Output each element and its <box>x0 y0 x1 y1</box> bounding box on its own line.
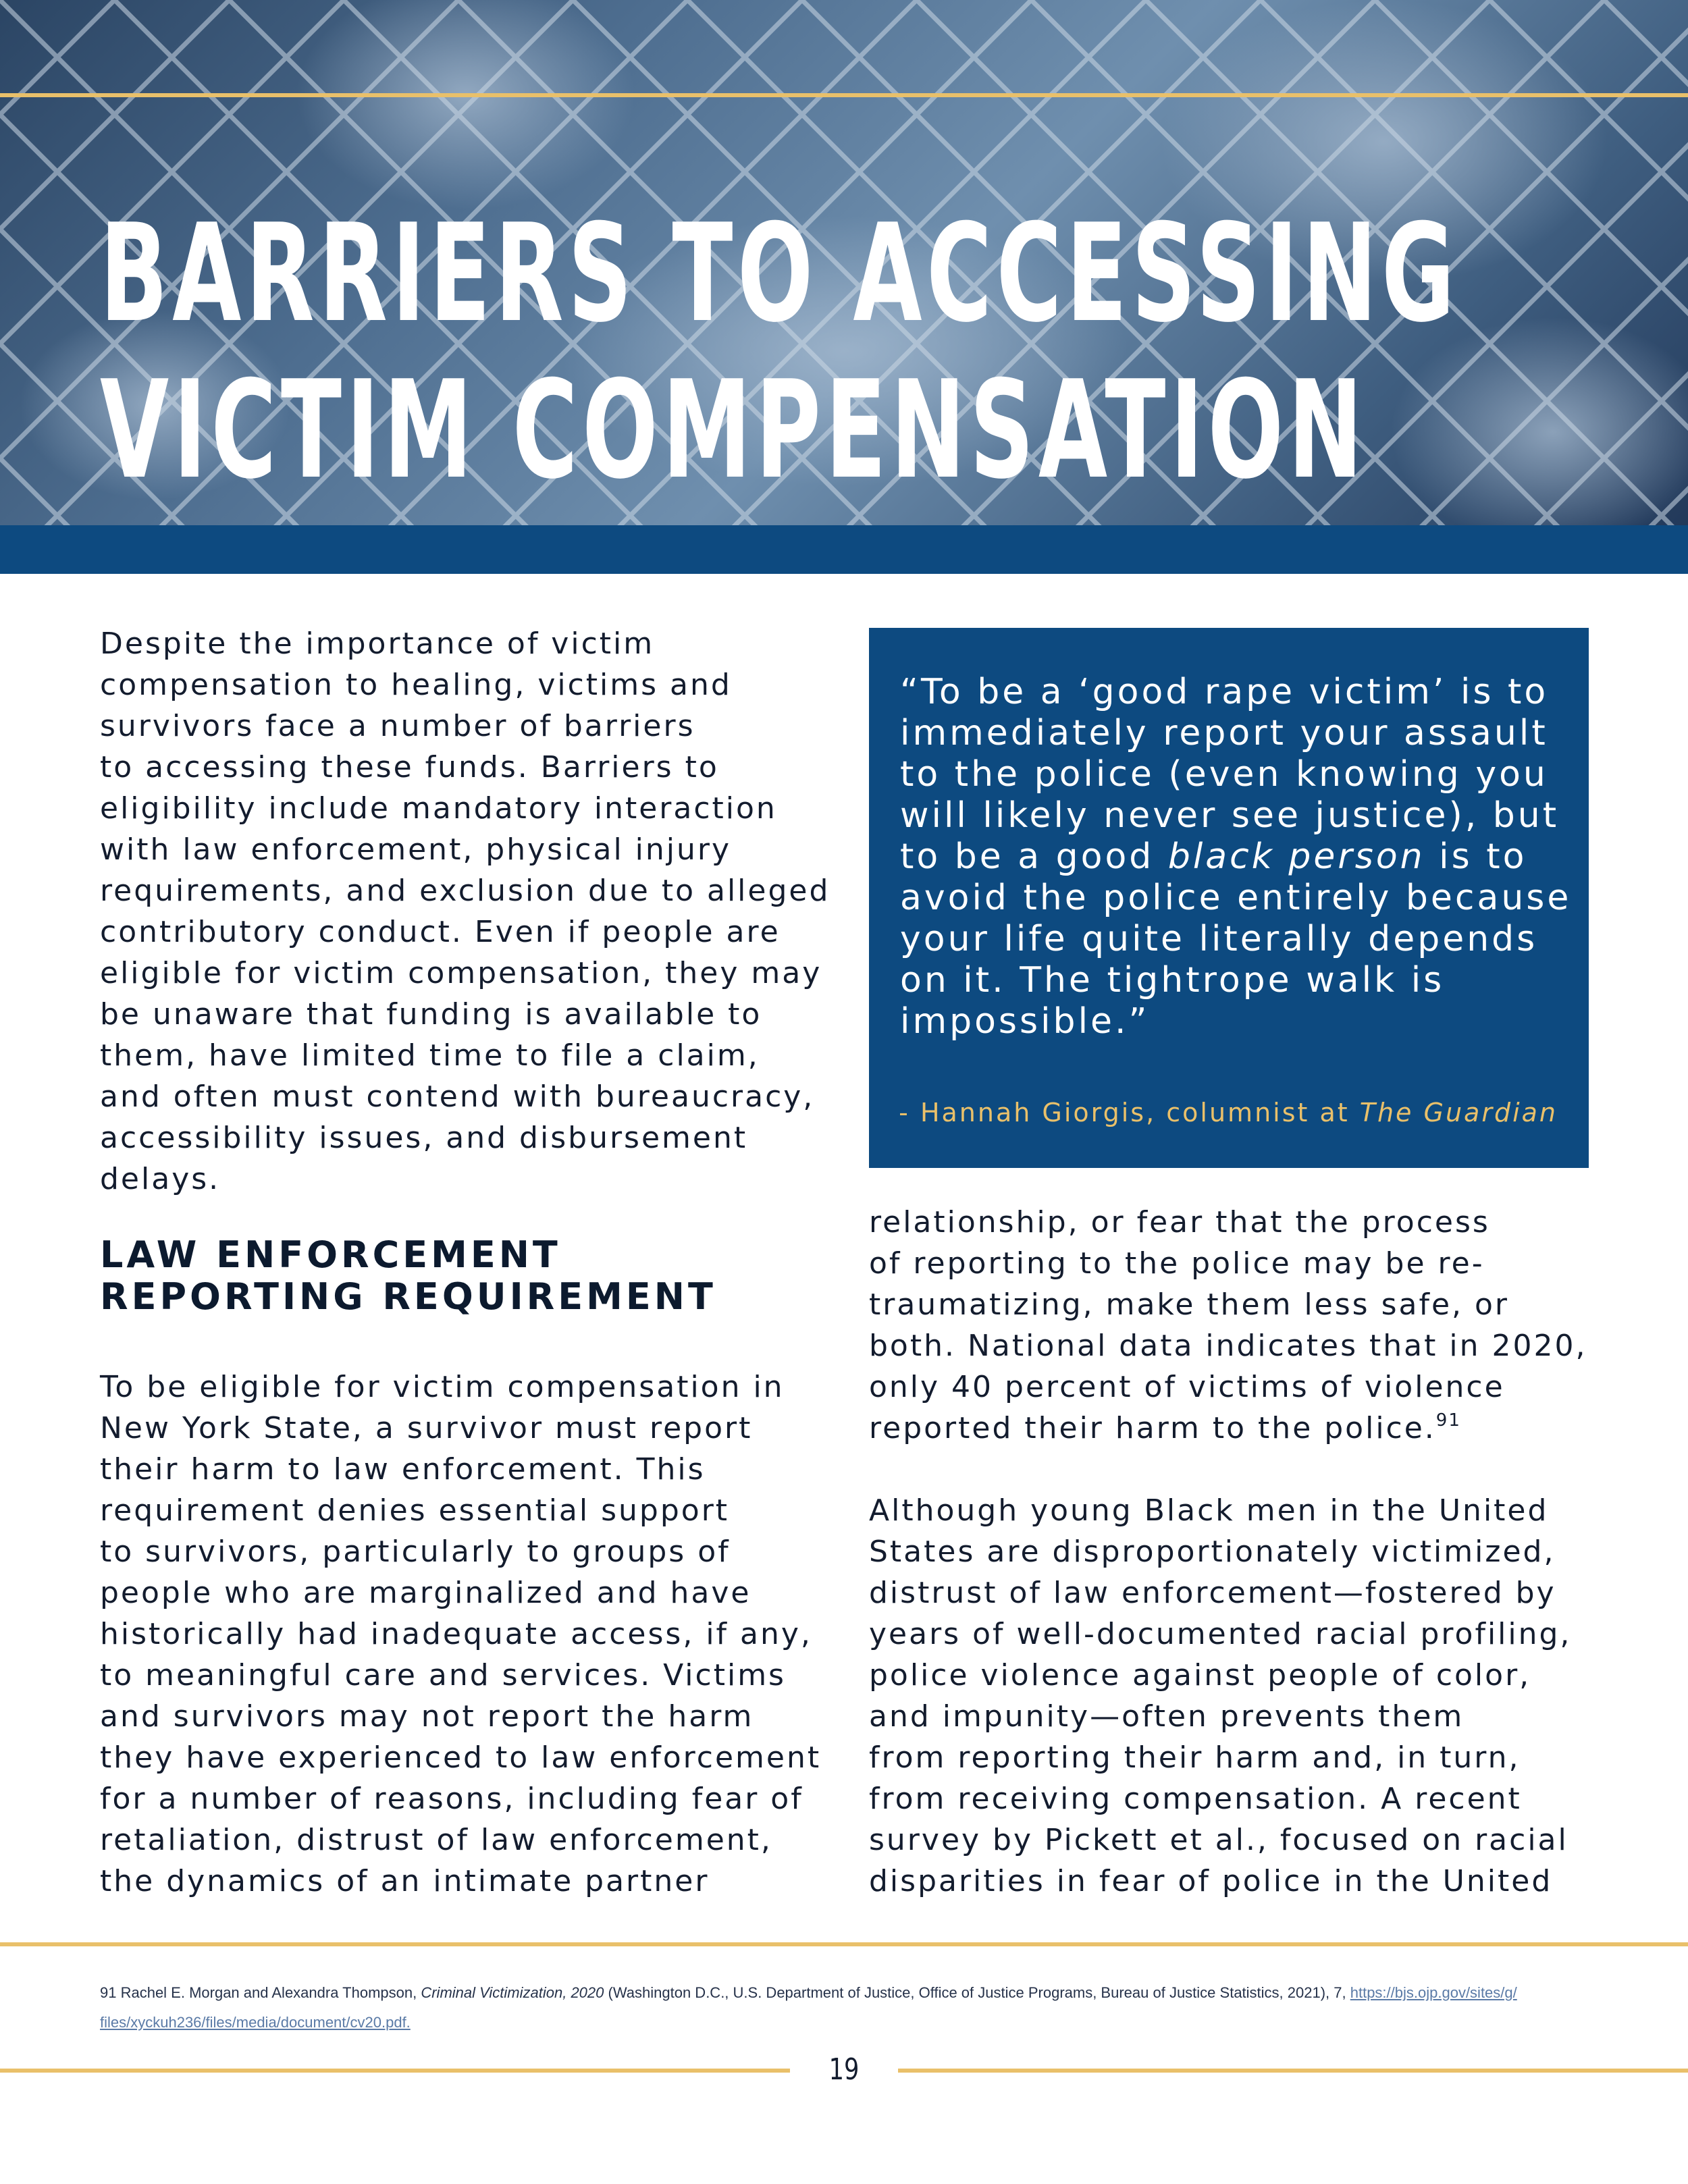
pull-quote-text: “To be a ‘good rape victim’ is to immediately report your assault to the police (even knowing you will likely never see justice), but to be a good black person is to avoid the police entirely because your life quite literally depends on it. The tightrope walk is impossible.” <box>900 672 1572 1042</box>
page-number-rule-left <box>0 2069 790 2073</box>
header-banner <box>0 0 1688 525</box>
body-paragraph-right-1: relationship, or fear that the process of reporting to the police may be re- traumatizing, make them less safe, or both. National data indicates that in 2020, only 40 percent of victims of violence reported their harm to the police.$^{91}$ <box>869 1205 1587 1445</box>
title-line-2: VICTIM COMPENSATION <box>100 352 1367 509</box>
pull-quote-box <box>869 628 1589 1168</box>
page-number: 19 <box>828 2052 860 2087</box>
footnote-divider <box>0 1942 1688 1946</box>
section-heading: LAW ENFORCEMENT REPORTING REQUIREMENT <box>100 1233 716 1318</box>
footnote-link[interactable]: https://bjs.ojp.gov/sites/g/ files/xyckuh236/files/media/document/cv20.pdf. <box>100 1984 1517 2031</box>
intro-paragraph: Despite the importance of victim compensation to healing, victims and survivors face a number of barriers to accessing these funds. Barriers to eligibility include mandatory interaction with law enforcement, physical injury requirements, and exclusion due to alleged contributory conduct. Even if people are eligible for victim compensation, they may be unaware that funding is available to them, have limited time to file a claim, and often must contend with bureaucracy, accessibility issues, and disbursement delays. <box>100 627 830 1196</box>
footnote: 91 Rachel E. Morgan and Alexandra Thompson, Criminal Victimization, 2020 (Washington D.C., U.S. Department of Justice, Office of Justice Programs, Bureau of Justice Statistics, 2021), 7, https://bjs.ojp.gov/sites/g/ files/xyckuh236/files/media/document/cv20.pdf. <box>100 1984 1517 2031</box>
page-title <box>100 196 1459 509</box>
pull-quote-attribution: - Hannah Giorgis, columnist at The Guardian <box>899 1098 1558 1127</box>
footnote-reference[interactable]: 91 <box>1435 1410 1461 1431</box>
page-number-rule-right <box>898 2069 1688 2073</box>
header-blue-band <box>0 525 1688 574</box>
body-paragraph-right-2: Although young Black men in the United States are disproportionately victimized, distrust of law enforcement—fostered by years of well-documented racial profiling, police violence against people of color, and impunity—often prevents them from reporting their harm and, in turn, from receiving compensation. A recent survey by Pickett et al., focused on racial disparities in fear of police in the United <box>869 1493 1572 1898</box>
body-paragraph-left: To be eligible for victim compensation in New York State, a survivor must report their harm to law enforcement. This requirement denies essential support to survivors, particularly to groups of people who are marginalized and have historically had inadequate access, if any, to meaningful care and services. Victims and survivors may not report the harm they have experienced to law enforcement for a number of reasons, including fear of retaliation, distrust of law enforcement, the dynamics of an intimate partner <box>100 1370 822 1898</box>
header-gold-rule <box>0 93 1688 97</box>
title-line-1: BARRIERS TO ACCESSING <box>100 195 1460 352</box>
